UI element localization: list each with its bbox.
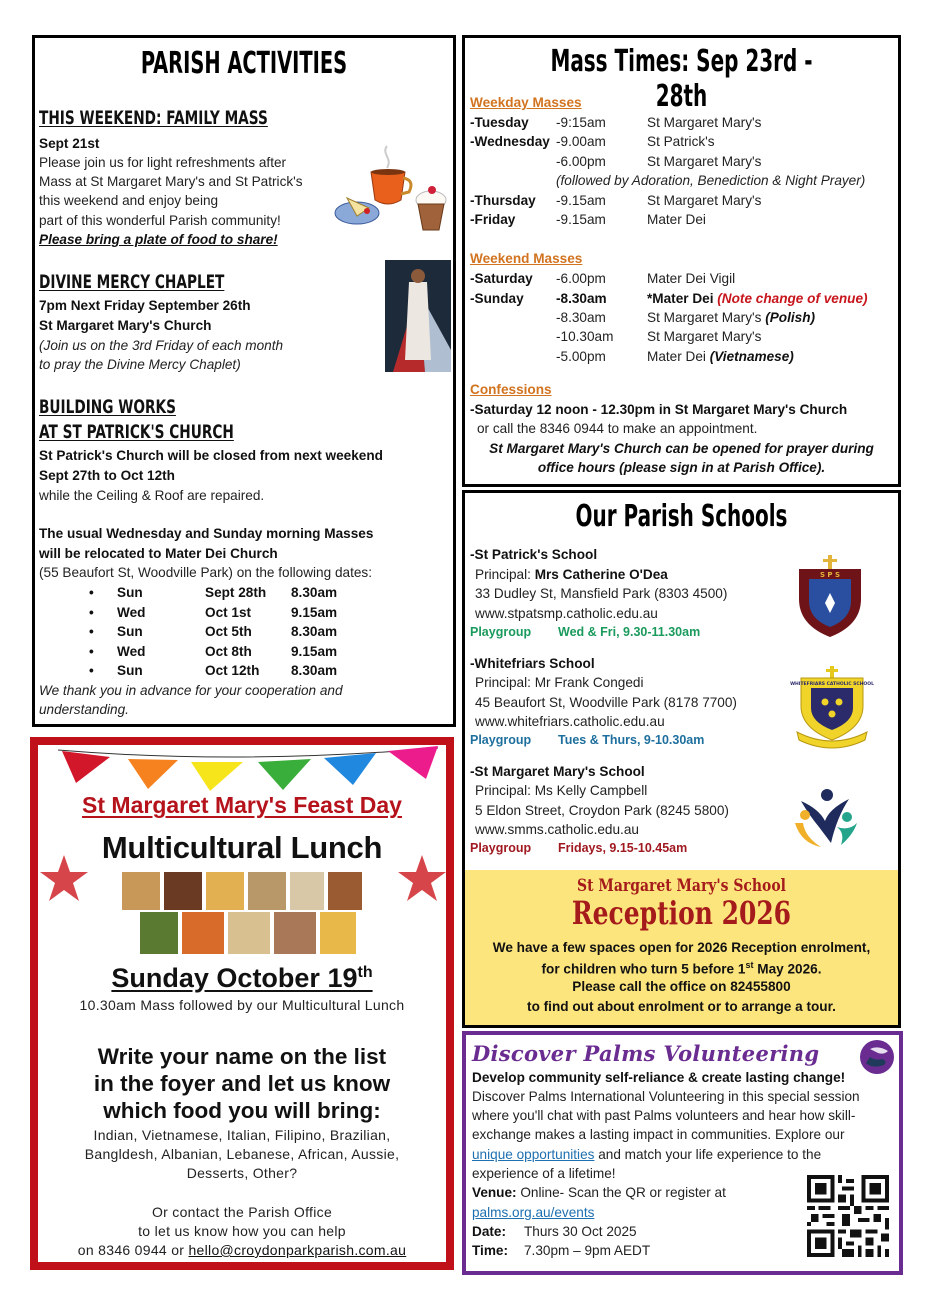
bunting-flag xyxy=(258,759,311,790)
relocated-date-row xyxy=(39,661,337,681)
principal-name: Mrs Catherine O'Dea xyxy=(534,567,668,582)
palms-title: Discover Palms Volunteering xyxy=(472,1041,820,1066)
mass-day: -Saturday xyxy=(470,271,533,286)
playgroup-label: Playgroup xyxy=(470,625,532,639)
family-mass-text: this weekend and enjoy being xyxy=(39,193,219,208)
mass-time: -6.00pm xyxy=(556,271,606,286)
mass-time: -9.00am xyxy=(556,134,606,149)
principal-label: Principal: xyxy=(475,567,535,582)
family-mass-text: Mass at St Margaret Mary's and St Patrick's xyxy=(39,174,303,189)
bullet: • xyxy=(89,624,94,639)
palms-date xyxy=(472,1222,637,1242)
date-time: 8.30am xyxy=(291,624,338,639)
mass-language: (Vietnamese) xyxy=(709,349,794,364)
mass-language: (Polish) xyxy=(765,310,816,325)
date-day: Sun xyxy=(117,663,143,678)
bunting-flag xyxy=(191,762,243,791)
venue-label: Venue: xyxy=(472,1185,517,1200)
weekday-masses-heading: Weekday Masses xyxy=(470,95,582,110)
school-address: 45 Beaufort St, Woodville Park (8178 7700) xyxy=(475,695,737,710)
event-mass-line: 10.30am Mass followed by our Multicultural Lunch xyxy=(79,997,405,1013)
food-list-line: Desserts, Other? xyxy=(186,1165,298,1181)
principal-label: Principal: xyxy=(475,783,535,798)
building-works-heading: AT ST PATRICK'S CHURCH xyxy=(39,421,234,443)
crest-motto: WHITEFRIARS CATHOLIC SCHOOL xyxy=(790,682,874,687)
reception-text: We have a few spaces open for 2026 Reception enrolment, xyxy=(492,940,871,955)
bunting-flag xyxy=(388,746,438,779)
palms-body-text: and match your life experience to the xyxy=(594,1147,822,1162)
mass-day: -Tuesday xyxy=(470,115,529,130)
mass-place: Mater Dei Vigil xyxy=(647,271,736,286)
bullet: • xyxy=(89,663,94,678)
date-time: 9.15am xyxy=(291,604,338,620)
date-date: Oct 12th xyxy=(205,663,260,678)
multicultural-lunch-title: Multicultural Lunch xyxy=(101,830,383,865)
palms-body: where you'll chat with past Palms volunteers and hear how skill- xyxy=(472,1108,856,1123)
event-date-text: Sunday October 19 xyxy=(111,963,358,993)
palms-volunteering-panel xyxy=(462,1031,903,1275)
school-principal xyxy=(475,673,643,693)
mass-day: -Friday xyxy=(470,212,516,227)
school-playgroup xyxy=(470,731,704,751)
bunting-flag xyxy=(62,751,110,783)
date-day: Sun xyxy=(117,624,143,639)
mass-place: St Margaret Mary's xyxy=(647,329,762,344)
principal-name: Mr Frank Congedi xyxy=(534,675,644,690)
mass-time: -8.30am xyxy=(556,291,607,306)
divine-mercy-time: 7pm Next Friday September 26th xyxy=(39,298,251,313)
unique-opportunities-link[interactable]: unique opportunities xyxy=(472,1147,595,1162)
palms-events-link[interactable]: palms.org.au/events xyxy=(472,1205,595,1220)
mass-time: -9.15am xyxy=(556,193,606,208)
write-name-callout xyxy=(38,1043,446,1124)
mass-place xyxy=(647,291,713,306)
prayer-note: office hours (please sign in at Parish Office). xyxy=(537,460,826,475)
palms-body: exchange makes a lasting impact in communities. Explore our xyxy=(472,1127,845,1142)
date-date: Oct 1st xyxy=(205,604,252,620)
closure-notice: St Patrick's Church will be closed from next weekend xyxy=(39,448,383,463)
contact-phone: on 8346 0944 or xyxy=(77,1242,189,1258)
food-list-line: Bangldesh, Albanian, Lebanese, African, Aussie, xyxy=(84,1146,400,1162)
event-date xyxy=(38,963,446,994)
sandwich-plate-icon xyxy=(335,198,379,224)
school-principal xyxy=(475,781,647,801)
mass-time: -6.00pm xyxy=(556,154,606,169)
mass-time: -9:15am xyxy=(556,115,606,130)
st-patricks-crest xyxy=(795,555,865,637)
contact-info xyxy=(38,1203,446,1260)
schools-title: Our Parish Schools xyxy=(575,499,788,534)
date-day: Wed xyxy=(117,643,146,659)
mass-time: -9.15am xyxy=(556,212,606,227)
relocated-date-row xyxy=(39,583,337,603)
date-value: Thurs 30 Oct 2025 xyxy=(524,1224,637,1239)
ordinal-suffix: th xyxy=(357,964,373,981)
steam-icon xyxy=(385,146,388,168)
cupcake-icon xyxy=(416,186,446,230)
mass-place: St Margaret Mary's xyxy=(647,193,762,208)
palms-body: experience of a lifetime! xyxy=(472,1166,616,1181)
relocated-date-row xyxy=(39,622,337,642)
mass-times-title: Mass Times: Sep 23rd - 28th xyxy=(550,44,813,114)
school-name: -St Patrick's School xyxy=(470,547,598,562)
callout-line: which food you will bring: xyxy=(103,1098,381,1123)
reception-phone: Please call the office on 82455800 xyxy=(572,979,791,994)
contact-line: to let us know how you can help xyxy=(138,1223,346,1239)
reception-text: to find out about enrolment or to arrange a tour. xyxy=(527,999,836,1014)
refreshments-illustration xyxy=(335,138,455,248)
bunting-flag xyxy=(324,753,376,785)
palms-venue xyxy=(472,1183,726,1203)
confessions-call: or call the 8346 0944 to make an appointment. xyxy=(477,421,758,436)
mass-place: Mater Dei xyxy=(647,212,706,227)
prayer-note: St Margaret Mary's Church can be opened for prayer during xyxy=(489,441,874,456)
feast-day-title: St Margaret Mary's Feast Day xyxy=(82,792,402,818)
confessions-heading: Confessions xyxy=(470,382,552,397)
coffee-cup-icon xyxy=(371,169,411,204)
reception-title: Reception 2026 xyxy=(571,894,792,932)
closure-reason: while the Ceiling & Roof are repaired. xyxy=(39,488,265,503)
divine-mercy-note: to pray the Divine Mercy Chaplet) xyxy=(39,357,241,372)
mass-place: Mater Dei xyxy=(647,349,706,364)
reception-text xyxy=(465,960,898,977)
relocation-notice: will be relocated to Mater Dei Church xyxy=(39,546,278,561)
bunting-decoration xyxy=(38,745,446,793)
food-list-line: Indian, Vietnamese, Italian, Filipino, Brazilian, xyxy=(93,1127,391,1143)
whitefriars-crest xyxy=(790,666,874,748)
school-website[interactable]: www.whitefriars.catholic.edu.au xyxy=(475,714,665,729)
closure-dates: Sept 27th to Oct 12th xyxy=(39,468,175,483)
school-playgroup xyxy=(470,623,700,643)
playgroup-times: Fridays, 9.15-10.45am xyxy=(558,841,688,855)
parish-activities-panel xyxy=(32,35,456,727)
bullet: • xyxy=(89,643,94,659)
mass-time: -8.30am xyxy=(556,310,606,325)
callout-line: in the foyer and let us know xyxy=(93,1071,391,1096)
food-list xyxy=(38,1126,446,1183)
mass-time: -10.30am xyxy=(556,329,614,344)
qr-code[interactable] xyxy=(807,1175,889,1257)
weekend-masses-heading: Weekend Masses xyxy=(470,251,583,266)
relocated-date-row xyxy=(39,642,337,662)
school-name: -St Margaret Mary's School xyxy=(470,764,645,779)
relocation-address: (55 Beaufort St, Woodville Park) on the following dates: xyxy=(39,565,372,580)
date-time: 9.15am xyxy=(291,643,338,659)
divine-mercy-note: (Join us on the 3rd Friday of each month xyxy=(39,338,284,353)
mass-place-text: *Mater Dei xyxy=(647,291,714,306)
mass-day: -Thursday xyxy=(470,193,536,208)
playgroup-label: Playgroup xyxy=(470,733,532,747)
confessions-time: -Saturday 12 noon - 12.30pm in St Margaret Mary's Church xyxy=(470,402,848,417)
bullet: • xyxy=(89,585,94,600)
ordinal-suffix: st xyxy=(745,960,754,970)
palms-time xyxy=(472,1241,650,1261)
thanks-note: understanding. xyxy=(39,702,129,717)
divine-mercy-heading: DIVINE MERCY CHAPLET xyxy=(39,271,225,293)
bunting-flag xyxy=(128,759,178,789)
principal-label: Principal: xyxy=(475,675,535,690)
bullet: • xyxy=(89,604,94,620)
divine-mercy-place: St Margaret Mary's Church xyxy=(39,318,212,333)
mass-place: St Margaret Mary's xyxy=(647,115,762,130)
thanks-note: We thank you in advance for your cooperation and xyxy=(39,683,343,698)
date-date: Oct 5th xyxy=(205,624,252,639)
time-label: Time: xyxy=(472,1243,509,1258)
reception-text-part: for children who turn 5 before 1 xyxy=(541,961,746,977)
playgroup-times: Tues & Thurs, 9-10.30am xyxy=(558,733,705,747)
date-date: Oct 8th xyxy=(205,643,252,659)
relocation-notice: The usual Wednesday and Sunday morning Masses xyxy=(39,526,374,541)
family-mass-text: Please join us for light refreshments after xyxy=(39,155,287,170)
palms-body xyxy=(472,1145,821,1165)
date-day: Wed xyxy=(117,604,146,620)
time-value: 7.30pm – 9pm AEDT xyxy=(524,1243,651,1258)
school-address: 33 Dudley St, Mansfield Park (8303 4500) xyxy=(475,586,728,601)
mass-time: -5.00pm xyxy=(556,349,606,364)
relocated-date-row xyxy=(39,603,337,623)
school-playgroup xyxy=(470,839,687,859)
crest-letters: S P S xyxy=(819,571,841,579)
divine-mercy-image xyxy=(385,260,451,372)
mass-place: St Patrick's xyxy=(647,134,715,149)
feast-day-poster xyxy=(30,737,454,1270)
contact-line: Or contact the Parish Office xyxy=(151,1204,333,1220)
date-time: 8.30am xyxy=(291,663,338,678)
school-principal xyxy=(475,565,668,585)
mass-times-panel xyxy=(462,35,901,487)
venue-change-note: (Note change of venue) xyxy=(717,291,868,306)
venue-text: Online- Scan the QR or register at xyxy=(516,1185,726,1200)
mass-place: St Margaret Mary's xyxy=(647,310,762,325)
palms-logo xyxy=(858,1039,896,1075)
family-mass-note: Please bring a plate of food to share! xyxy=(39,232,278,247)
star-icon xyxy=(398,855,446,901)
activities-title: PARISH ACTIVITIES xyxy=(140,46,348,81)
callout-line: Write your name on the list xyxy=(97,1044,387,1069)
school-address: 5 Eldon Street, Croydon Park (8245 5800) xyxy=(475,803,729,818)
date-day: Sun xyxy=(117,585,143,600)
school-website[interactable]: www.smms.catholic.edu.au xyxy=(475,822,639,837)
family-mass-heading: THIS WEEKEND: FAMILY MASS xyxy=(39,107,268,129)
building-works-heading: BUILDING WORKS xyxy=(39,396,176,418)
reception-enrolment-banner xyxy=(465,870,898,1025)
st-margaret-marys-logo xyxy=(791,787,861,849)
palms-venue-link-row xyxy=(472,1203,594,1223)
reception-text-part: May 2026. xyxy=(753,961,822,977)
playgroup-times: Wed & Fri, 9.30-11.30am xyxy=(558,625,701,639)
mass-place: St Margaret Mary's xyxy=(647,154,762,169)
principal-name: Ms Kelly Campbell xyxy=(534,783,648,798)
parish-schools-panel xyxy=(462,490,901,1028)
family-mass-text: part of this wonderful Parish community! xyxy=(39,213,281,228)
relocated-dates-list xyxy=(39,583,337,681)
date-time: 8.30am xyxy=(291,585,338,600)
family-mass-date: Sept 21st xyxy=(39,136,100,151)
mass-day: -Wednesday xyxy=(470,134,550,149)
star-icon xyxy=(40,855,88,901)
school-name: -Whitefriars School xyxy=(470,656,595,671)
date-date: Sept 28th xyxy=(205,585,267,600)
playgroup-label: Playgroup xyxy=(470,841,532,855)
palms-body: Discover Palms International Volunteering in this special session xyxy=(472,1089,860,1104)
palms-tagline: Develop community self-reliance & create lasting change! xyxy=(472,1070,846,1085)
reception-school: St Margaret Mary's School xyxy=(577,876,786,896)
email-link[interactable]: hello@croydonparkparish.com.au xyxy=(188,1242,407,1258)
date-label: Date: xyxy=(472,1224,506,1239)
food-collage-image xyxy=(122,872,362,956)
school-website[interactable]: www.stpatsmp.catholic.edu.au xyxy=(475,606,658,621)
wednesday-note: (followed by Adoration, Benediction & Night Prayer) xyxy=(556,173,866,188)
mass-day: -Sunday xyxy=(470,291,524,306)
